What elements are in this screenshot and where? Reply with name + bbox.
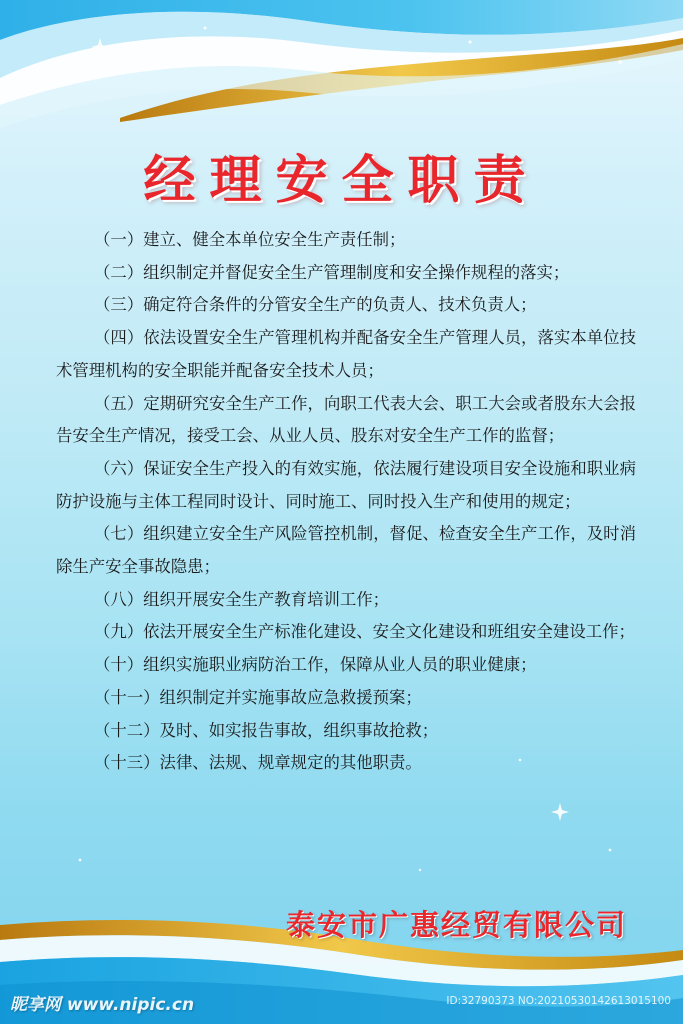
watermark-image-id: ID:32790373 NO:20210530142613015100 — [446, 995, 671, 1007]
duty-item: （十三）法律、法规、规章规定的其他职责。 — [94, 753, 422, 773]
duty-item: （十一）组织制定并实施事故应急救援预案； — [94, 687, 422, 707]
duty-item: （三）确定符合条件的分管安全生产的负责人、技术负责人； — [94, 295, 537, 315]
duty-item: （八）组织开展安全生产教育培训工作； — [94, 589, 390, 609]
duty-item: （四）依法设置安全生产管理机构并配备安全生产管理人员，落实本单位技术管理机构的安全职能并配备安全技术人员； — [56, 328, 636, 380]
duty-item: （二）组织制定并督促安全生产管理制度和安全操作规程的落实； — [94, 262, 570, 282]
duty-item: （九）依法开展安全生产标准化建设、安全文化建设和班组安全建设工作； — [94, 622, 635, 642]
duty-item: （五）定期研究安全生产工作，向职工代表大会、职工大会或者股东大会报告安全生产情况，接受工会、从业人员、股东对安全生产工作的监督； — [56, 393, 636, 446]
duty-item: （一）建立、健全本单位安全生产责任制； — [94, 230, 406, 249]
company-name: 泰安市广惠经贸有限公司 — [285, 908, 627, 942]
duty-item: （十二）及时、如实报告事故，组织事故抢救； — [94, 720, 439, 740]
duty-item: （六）保证安全生产投入的有效实施，依法履行建设项目安全设施和职业病防护设施与主体工程同时设计、同时施工、同时投入生产和使用的规定； — [56, 458, 636, 511]
watermark-site: 昵享网 www.nipic.cn — [10, 995, 195, 1015]
page-title: 经理安全职责 — [143, 151, 540, 211]
duty-item: （十）组织实施职业病防治工作，保障从业人员的职业健康； — [94, 655, 537, 675]
duty-list — [56, 224, 636, 780]
duty-item: （七）组织建立安全生产风险管控机制，督促、检查安全生产工作，及时消除生产安全事故隐患； — [56, 524, 636, 577]
